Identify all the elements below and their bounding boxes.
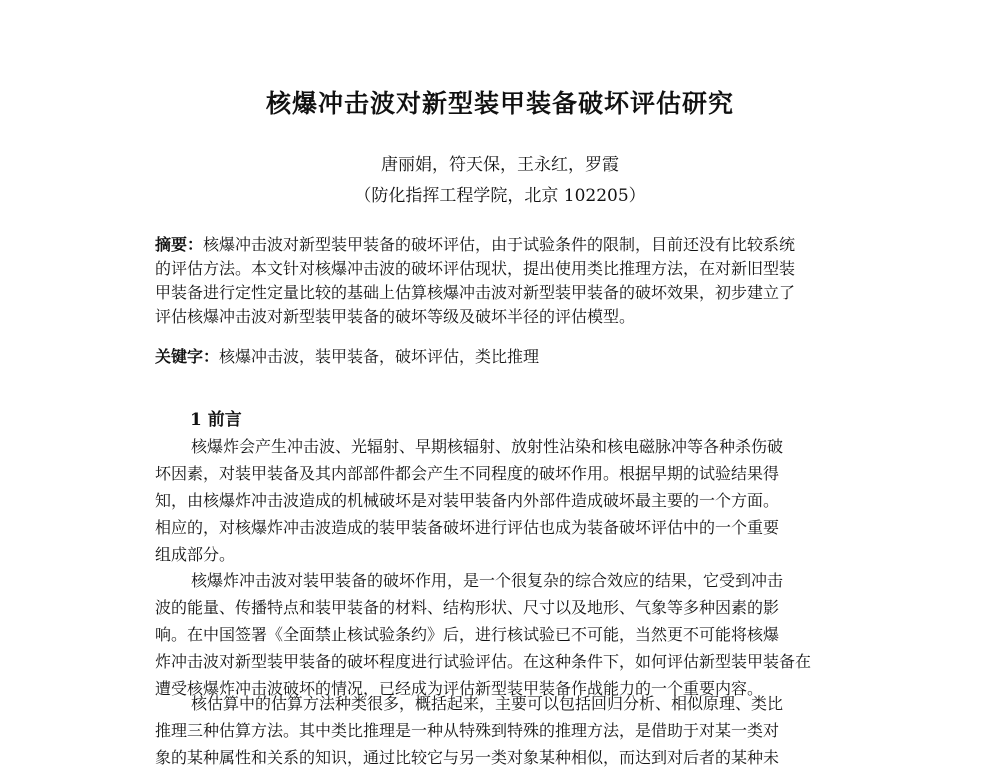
abstract-text: 核爆冲击波对新型装甲装备的破坏评估，由于试验条件的限制，目前还没有比较系统 xyxy=(203,235,796,254)
paragraph-line: 核估算中的估算方法种类很多，概括起来，主要可以包括回归分析、相似原理、类比 xyxy=(191,694,784,713)
abstract-line: 的评估方法。本文针对核爆冲击波的破坏评估现状，提出使用类比推理方法，在对新旧型装 xyxy=(155,259,796,278)
author-list: 唐丽娟，符天保，王永红，罗霞 xyxy=(381,155,619,175)
paper-title: 核爆冲击波对新型装甲装备破坏评估研究 xyxy=(265,89,734,118)
abstract-line: 甲装备进行定性定量比较的基础上估算核爆冲击波对新型装甲装备的破坏效果，初步建立了 xyxy=(155,283,796,302)
paragraph-line: 组成部分。 xyxy=(155,545,236,564)
paragraph-line: 波的能量、传播特点和装甲装备的材料、结构形状、尺寸以及地形、气象等多种因素的影 xyxy=(155,598,780,617)
section-heading: 1 前言 xyxy=(190,410,242,430)
keywords-block xyxy=(155,345,865,369)
paragraph-line: 相应的，对核爆炸冲击波造成的装甲装备破坏进行评估也成为装备破坏评估中的一个重要 xyxy=(155,518,780,537)
paragraph-line: 核爆炸会产生冲击波、光辐射、早期核辐射、放射性沾染和核电磁脉冲等各种杀伤破 xyxy=(191,437,784,456)
paragraph xyxy=(155,690,855,771)
paragraph-line: 遭受核爆炸冲击波破坏的情况，已经成为评估新型装甲装备作战能力的一个重要内容。 xyxy=(155,679,764,698)
keywords-label: 关键字： xyxy=(155,347,220,366)
abstract-line: 评估核爆冲击波对新型装甲装备的破坏等级及破坏半径的评估模型。 xyxy=(155,307,636,326)
paragraph xyxy=(155,433,855,568)
paragraph-line: 知，由核爆炸冲击波造成的机械破坏是对装甲装备内外部件造成破坏最主要的一个方面。 xyxy=(155,491,780,510)
paragraph-line: 响。在中国签署《全面禁止核试验条约》后，进行核试验已不可能，当然更不可能将核爆 xyxy=(155,625,780,644)
paragraph-line: 炸冲击波对新型装甲装备的破坏程度进行试验评估。在这种条件下，如何评估新型装甲装备在 xyxy=(155,652,812,671)
paragraph xyxy=(155,567,855,702)
abstract-block xyxy=(155,233,865,329)
paragraph-line: 核爆炸冲击波对装甲装备的破坏作用，是一个很复杂的综合效应的结果，它受到冲击 xyxy=(191,571,784,590)
abstract-line xyxy=(155,233,865,257)
paragraph-line: 象的某种属性和关系的知识，通过比较它与另一类对象某种相似，而达到对后者的某种未 xyxy=(155,748,780,767)
paragraph-line: 推理三种估算方法。其中类比推理是一种从特殊到特殊的推理方法，是借助于对某一类对 xyxy=(155,721,780,740)
keywords-text: 核爆冲击波，装甲装备，破坏评估，类比推理 xyxy=(219,347,540,366)
abstract-label: 摘要： xyxy=(155,235,204,254)
affiliation: （防化指挥工程学院，北京 102205） xyxy=(354,186,646,206)
paragraph-line: 坏因素，对装甲装备及其内部部件都会产生不同程度的破坏作用。根据早期的试验结果得 xyxy=(155,464,780,483)
